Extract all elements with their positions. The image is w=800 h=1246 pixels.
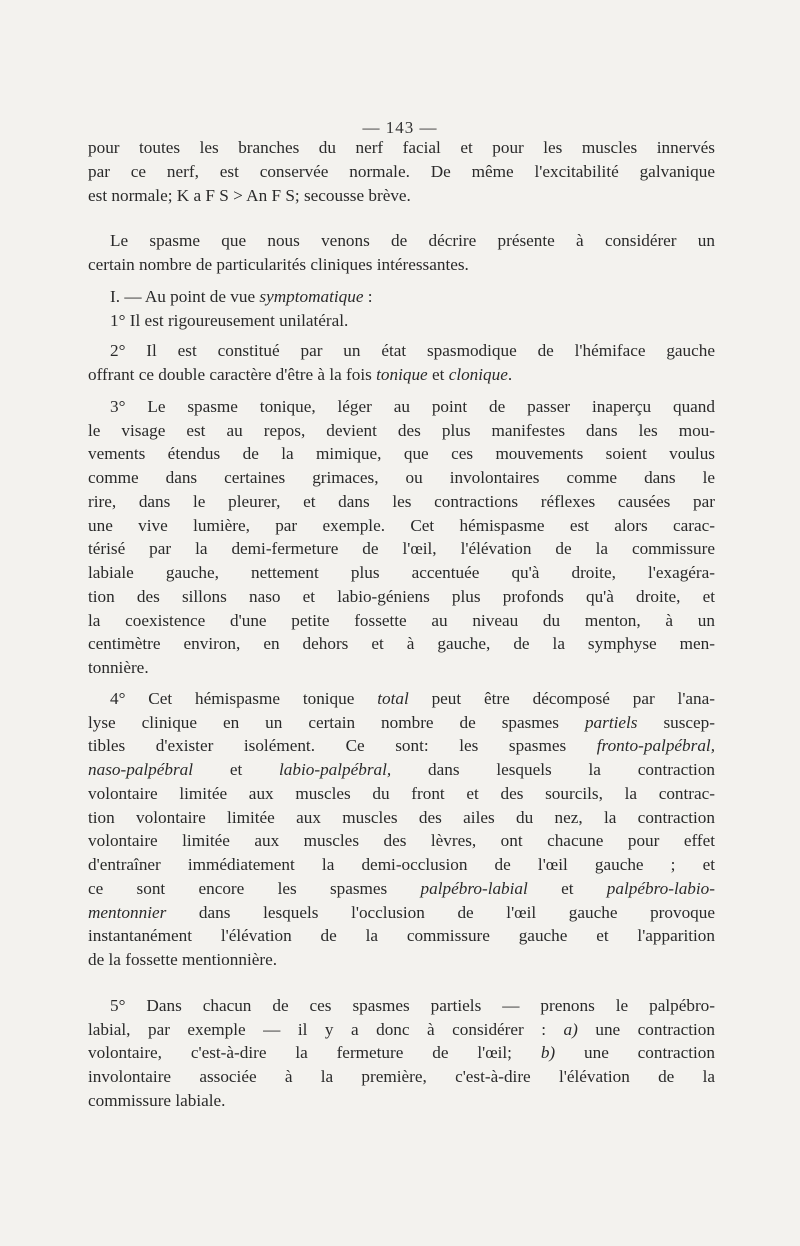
text-segment: et xyxy=(427,365,449,384)
text-line xyxy=(88,632,715,656)
text-line xyxy=(88,419,715,443)
text-segment: certain nombre de particularités cliniques intéressantes. xyxy=(88,255,469,274)
text-segment: d'entraîner immédiatement la demi-occlusion de l'œil gauche ; et xyxy=(88,855,715,874)
text-line xyxy=(88,395,715,419)
text-line xyxy=(88,853,715,877)
text-segment: dans lesquels la contraction xyxy=(391,760,716,779)
text-line xyxy=(88,1018,715,1042)
text-segment: 1° Il est rigoureusement unilatéral. xyxy=(110,310,349,330)
text-segment: comme dans certaines grimaces, ou involontaires comme dans le xyxy=(88,468,715,487)
italic-text: labio-palpébral, xyxy=(279,760,392,779)
text-segment: offrant ce double caractère d'être à la fois xyxy=(88,365,377,384)
text-line xyxy=(88,782,715,806)
paragraph xyxy=(88,339,715,387)
italic-text: clonique xyxy=(448,365,508,384)
text-line xyxy=(88,514,715,538)
text-line xyxy=(88,229,715,253)
text-segment: térisé par la demi-fermeture de l'œil, l'élévation de la commissure xyxy=(88,539,715,559)
paragraph xyxy=(88,994,715,1113)
text-segment: une contraction xyxy=(555,1043,715,1063)
text-line xyxy=(88,877,715,901)
text-line xyxy=(88,561,715,585)
text-line xyxy=(88,363,715,387)
page-body xyxy=(88,136,715,1113)
text-line xyxy=(88,136,715,160)
text-segment: lyse clinique en un certain nombre de spasmes xyxy=(88,712,585,732)
text-segment: dans lesquels l'occlusion de l'œil gauche provoque xyxy=(166,902,715,922)
text-line xyxy=(88,285,715,309)
text-segment: 2° Il est constitué par un état spasmodique de l'hémiface gauche xyxy=(110,341,715,361)
text-segment: vements étendus de la mimique, que ces mouvements soient voulus xyxy=(88,444,715,464)
text-line xyxy=(88,1089,715,1113)
text-segment: et xyxy=(193,760,280,779)
italic-text: partiels xyxy=(584,712,638,732)
text-segment: instantanément l'élévation de la commissure gauche et l'apparition xyxy=(88,926,715,946)
italic-text: fronto-palpébral, xyxy=(596,736,715,756)
text-segment: labial, par exemple — il y a donc à considérer : xyxy=(88,1019,564,1039)
text-line xyxy=(88,829,715,853)
paragraph xyxy=(88,285,715,309)
text-line xyxy=(88,253,715,277)
italic-text: mentonnier xyxy=(88,902,167,922)
text-segment: volontaire limitée aux muscles du front et des sourcils, la contrac- xyxy=(88,783,715,803)
text-line xyxy=(88,184,715,208)
text-segment: par ce nerf, est conservée normale. De même l'excitabilité galvanique xyxy=(88,161,715,181)
text-segment: ce sont encore les spasmes xyxy=(88,878,421,898)
text-segment: rire, dans le pleurer, et dans les contractions réflexes causées par xyxy=(88,491,715,511)
text-segment: une contraction xyxy=(577,1019,715,1039)
italic-text: a) xyxy=(563,1019,578,1039)
text-line xyxy=(88,758,715,782)
text-segment: de la fossette mentionnière. xyxy=(88,950,277,969)
text-line xyxy=(88,309,715,333)
text-segment: 4° Cet hémispasme tonique xyxy=(110,688,378,708)
text-segment: I. — Au point de vue xyxy=(110,286,260,306)
text-segment: volontaire limitée aux muscles des lèvres, ont chacune pour effet xyxy=(88,831,715,851)
text-segment: Le spasme que nous venons de décrire présente à considérer un xyxy=(110,231,715,251)
text-segment: 5° Dans chacun de ces spasmes partiels — prenons le palpébro- xyxy=(110,995,715,1015)
text-line xyxy=(88,924,715,948)
text-line xyxy=(88,1041,715,1065)
text-line xyxy=(88,609,715,633)
italic-text: total xyxy=(377,688,409,708)
text-line xyxy=(88,585,715,609)
text-segment: la coexistence d'une petite fossette au niveau du menton, à un xyxy=(88,610,715,630)
text-line xyxy=(88,1065,715,1089)
italic-text: symptomatique xyxy=(259,286,364,306)
text-line xyxy=(88,160,715,184)
text-segment: : xyxy=(363,286,373,306)
text-line xyxy=(88,490,715,514)
text-segment: commissure labiale. xyxy=(88,1090,226,1110)
text-segment: . xyxy=(507,365,513,384)
text-segment: involontaire associée à la première, c'est-à-dire l'élévation de la xyxy=(88,1067,715,1086)
text-segment: tibles d'exister isolément. Ce sont: les spasmes xyxy=(88,736,597,756)
text-line xyxy=(88,537,715,561)
paragraph xyxy=(88,136,715,207)
paragraph xyxy=(88,309,715,333)
text-segment: tion volontaire limitée aux muscles des ailes du nez, la contraction xyxy=(88,807,715,827)
text-segment: 3° Le spasme tonique, léger au point de passer inaperçu quand xyxy=(110,396,715,416)
text-line xyxy=(88,734,715,758)
text-segment: labiale gauche, nettement plus accentuée qu'à droite, l'exagéra- xyxy=(88,563,715,582)
italic-text: tonique xyxy=(376,365,428,384)
text-line xyxy=(88,901,715,925)
text-segment: et xyxy=(527,878,607,898)
italic-text: b) xyxy=(540,1043,556,1063)
text-line xyxy=(88,711,715,735)
text-line xyxy=(88,442,715,466)
page-number: — 143 — xyxy=(362,118,438,137)
text-line xyxy=(88,948,715,972)
paragraph xyxy=(88,395,715,680)
text-line xyxy=(88,687,715,711)
text-segment: tonnière. xyxy=(88,658,149,677)
text-segment: est normale; K a F S > An F S; secousse brève. xyxy=(88,185,411,205)
text-line xyxy=(88,656,715,680)
text-line xyxy=(88,339,715,363)
text-segment: volontaire, c'est-à-dire la fermeture de l'œil; xyxy=(88,1043,541,1063)
text-line xyxy=(88,994,715,1018)
text-segment: le visage est au repos, devient des plus manifestes dans les mou- xyxy=(88,420,715,440)
text-segment: pour toutes les branches du nerf facial et pour les muscles innervés xyxy=(88,138,715,157)
italic-text: palpébro-labio- xyxy=(606,878,715,898)
text-segment: peut être décomposé par l'ana- xyxy=(408,688,715,708)
paragraph xyxy=(88,687,715,972)
text-line xyxy=(88,806,715,830)
text-segment: une vive lumière, par exemple. Cet hémispasme est alors carac- xyxy=(88,515,715,535)
italic-text: palpébro-labial xyxy=(420,878,528,898)
text-segment: tion des sillons naso et labio-géniens plus profonds qu'à droite, et xyxy=(88,586,715,606)
text-segment: centimètre environ, en dehors et à gauche, de la symphyse men- xyxy=(88,634,715,654)
text-segment: suscep- xyxy=(637,712,715,732)
paragraph xyxy=(88,229,715,277)
italic-text: naso-palpébral xyxy=(88,760,194,779)
text-line xyxy=(88,466,715,490)
